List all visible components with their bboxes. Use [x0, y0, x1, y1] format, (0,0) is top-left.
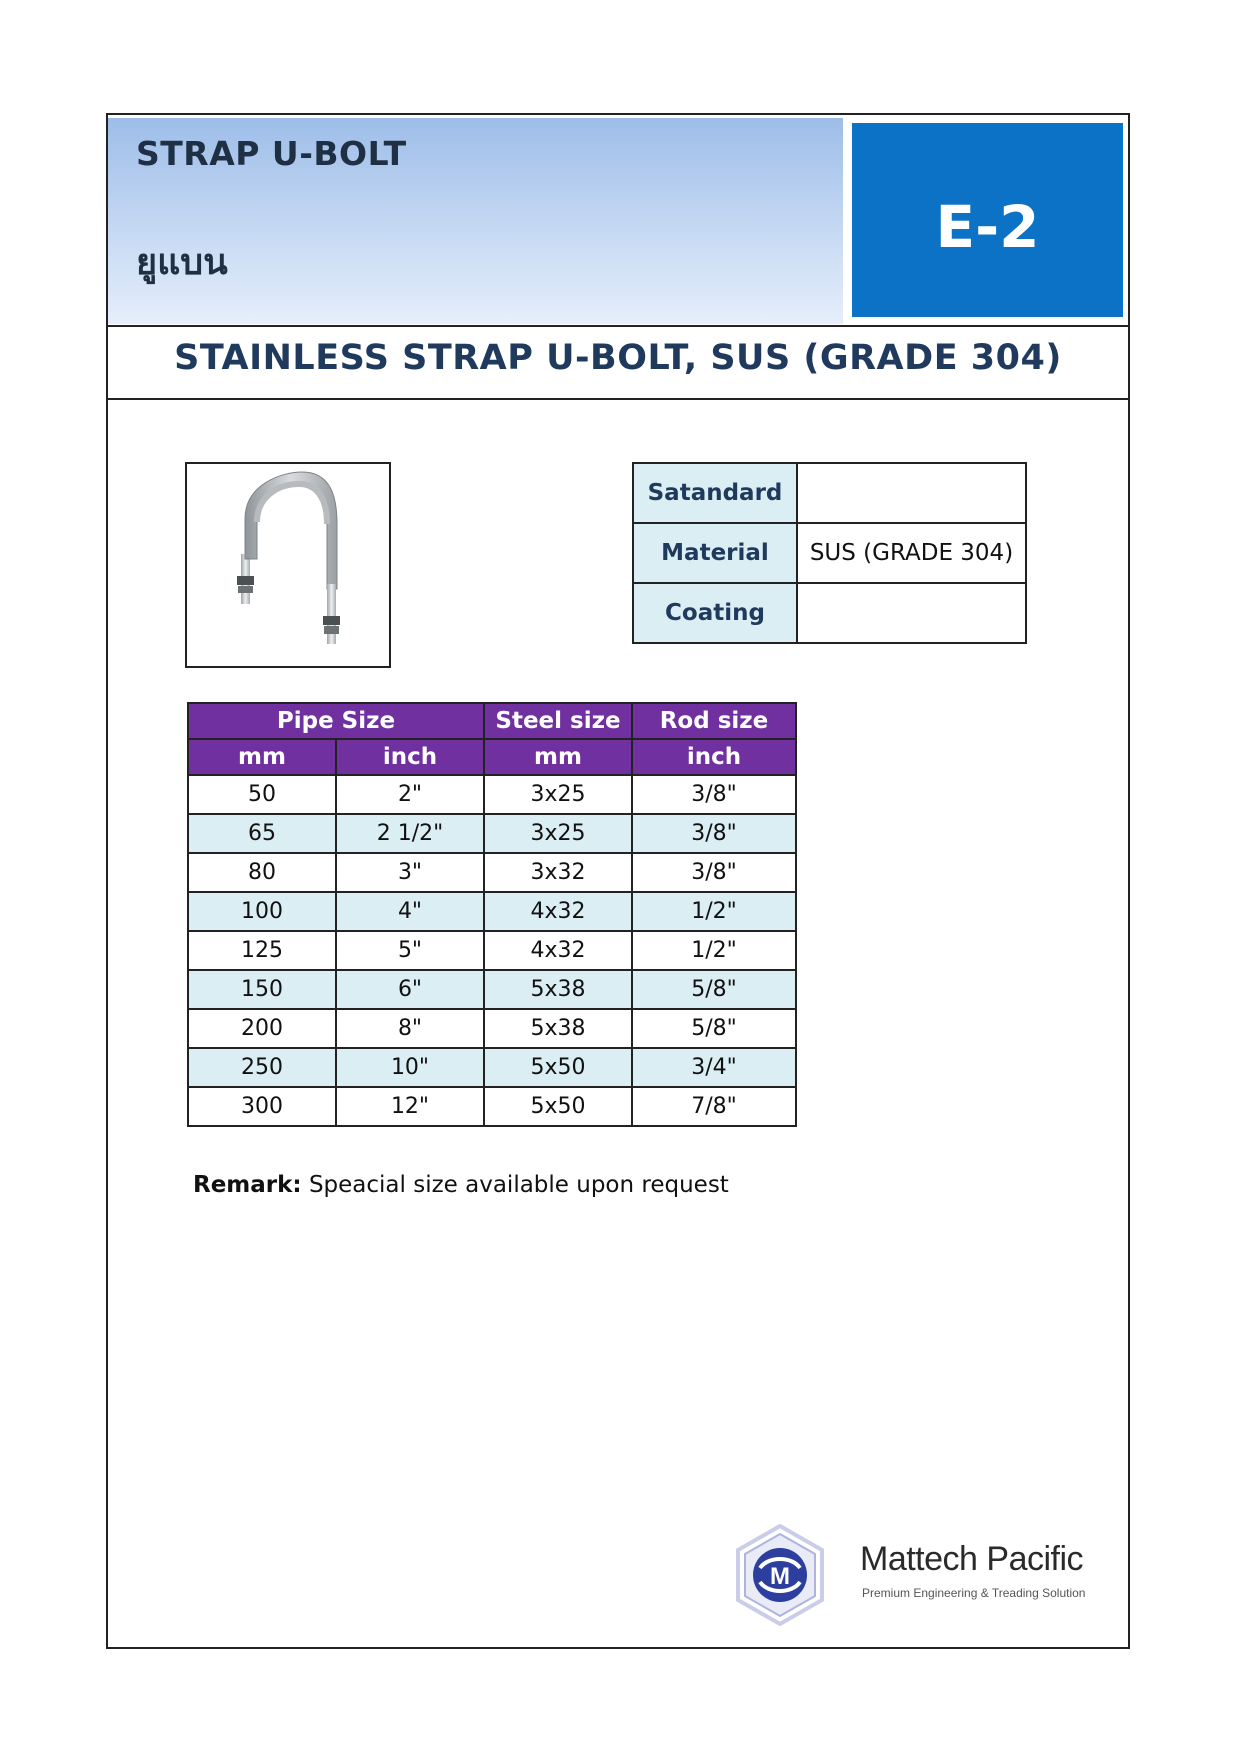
- cell-pipe-mm: 200: [188, 1009, 336, 1048]
- size-table: [187, 702, 797, 1127]
- size-table-group-header: [188, 703, 796, 739]
- cell-rod-inch: 5/8": [632, 970, 796, 1009]
- cell-pipe-inch: 8": [336, 1009, 484, 1048]
- spec-key: Coating: [633, 583, 797, 643]
- header-steel-size: Steel size: [484, 703, 632, 739]
- spec-value: SUS (GRADE 304): [797, 523, 1026, 583]
- cell-rod-inch: 3/8": [632, 775, 796, 814]
- cell-rod-inch: 1/2": [632, 892, 796, 931]
- cell-pipe-inch: 12": [336, 1087, 484, 1126]
- cell-steel-mm: 3x25: [484, 814, 632, 853]
- cell-steel-mm: 5x50: [484, 1048, 632, 1087]
- size-table-row: [188, 775, 796, 814]
- cell-rod-inch: 3/4": [632, 1048, 796, 1087]
- remark-label: Remark:: [193, 1172, 302, 1198]
- size-table-row: [188, 970, 796, 1009]
- cell-steel-mm: 5x50: [484, 1087, 632, 1126]
- size-table-row: [188, 1048, 796, 1087]
- cell-pipe-inch: 2": [336, 775, 484, 814]
- cell-pipe-inch: 2 1/2": [336, 814, 484, 853]
- product-subtitle: STAINLESS STRAP U-BOLT, SUS (GRADE 304): [174, 338, 1062, 378]
- cell-steel-mm: 5x38: [484, 1009, 632, 1048]
- cell-pipe-mm: 50: [188, 775, 336, 814]
- spec-row: [633, 583, 1026, 643]
- product-code: E-2: [935, 193, 1040, 261]
- cell-steel-mm: 3x32: [484, 853, 632, 892]
- product-title: STRAP U-BOLT: [136, 134, 407, 173]
- cell-pipe-inch: 6": [336, 970, 484, 1009]
- brand-tagline: Premium Engineering & Treading Solution: [862, 1586, 1086, 1600]
- spec-value: [797, 583, 1026, 643]
- size-table-row: [188, 1087, 796, 1126]
- size-table-row: [188, 814, 796, 853]
- cell-rod-inch: 3/8": [632, 814, 796, 853]
- cell-pipe-mm: 150: [188, 970, 336, 1009]
- subtitle-divider: [106, 398, 1130, 400]
- cell-pipe-mm: 80: [188, 853, 336, 892]
- size-table-row: [188, 931, 796, 970]
- subheader-steel-mm: mm: [484, 739, 632, 775]
- cell-pipe-inch: 3": [336, 853, 484, 892]
- cell-steel-mm: 4x32: [484, 931, 632, 970]
- cell-steel-mm: 3x25: [484, 775, 632, 814]
- product-code-block: [849, 120, 1126, 320]
- subheader-pipe-inch: inch: [336, 739, 484, 775]
- cell-pipe-mm: 125: [188, 931, 336, 970]
- size-table-sub-header: [188, 739, 796, 775]
- remark-text: Speacial size available upon request: [301, 1172, 729, 1198]
- cell-pipe-mm: 300: [188, 1087, 336, 1126]
- brand-name: Mattech Pacific: [860, 1540, 1084, 1578]
- header-pipe-size: Pipe Size: [188, 703, 484, 739]
- cell-pipe-inch: 5": [336, 931, 484, 970]
- cell-steel-mm: 4x32: [484, 892, 632, 931]
- mattech-logo-icon: [730, 1520, 830, 1630]
- subheader-rod-inch: inch: [632, 739, 796, 775]
- cell-steel-mm: 5x38: [484, 970, 632, 1009]
- cell-pipe-inch: 10": [336, 1048, 484, 1087]
- header-title-block: [108, 118, 843, 324]
- header-divider: [106, 325, 1130, 327]
- cell-rod-inch: 3/8": [632, 853, 796, 892]
- spec-table: [632, 462, 1027, 644]
- u-bolt-icon: [187, 464, 389, 666]
- spec-row: [633, 523, 1026, 583]
- product-title-thai: ยูแบน: [136, 242, 228, 283]
- spec-value: [797, 463, 1026, 523]
- company-logo: [730, 1520, 1130, 1630]
- size-table-row: [188, 892, 796, 931]
- spec-key: Satandard: [633, 463, 797, 523]
- size-table-row: [188, 1009, 796, 1048]
- cell-pipe-inch: 4": [336, 892, 484, 931]
- spec-key: Material: [633, 523, 797, 583]
- product-image: [185, 462, 391, 668]
- cell-pipe-mm: 100: [188, 892, 336, 931]
- cell-pipe-mm: 65: [188, 814, 336, 853]
- remark: [193, 1172, 729, 1198]
- subheader-pipe-mm: mm: [188, 739, 336, 775]
- spec-row: [633, 463, 1026, 523]
- cell-rod-inch: 5/8": [632, 1009, 796, 1048]
- cell-rod-inch: 1/2": [632, 931, 796, 970]
- size-table-row: [188, 853, 796, 892]
- logo-letter: M: [770, 1563, 790, 1590]
- cell-rod-inch: 7/8": [632, 1087, 796, 1126]
- cell-pipe-mm: 250: [188, 1048, 336, 1087]
- header-rod-size: Rod size: [632, 703, 796, 739]
